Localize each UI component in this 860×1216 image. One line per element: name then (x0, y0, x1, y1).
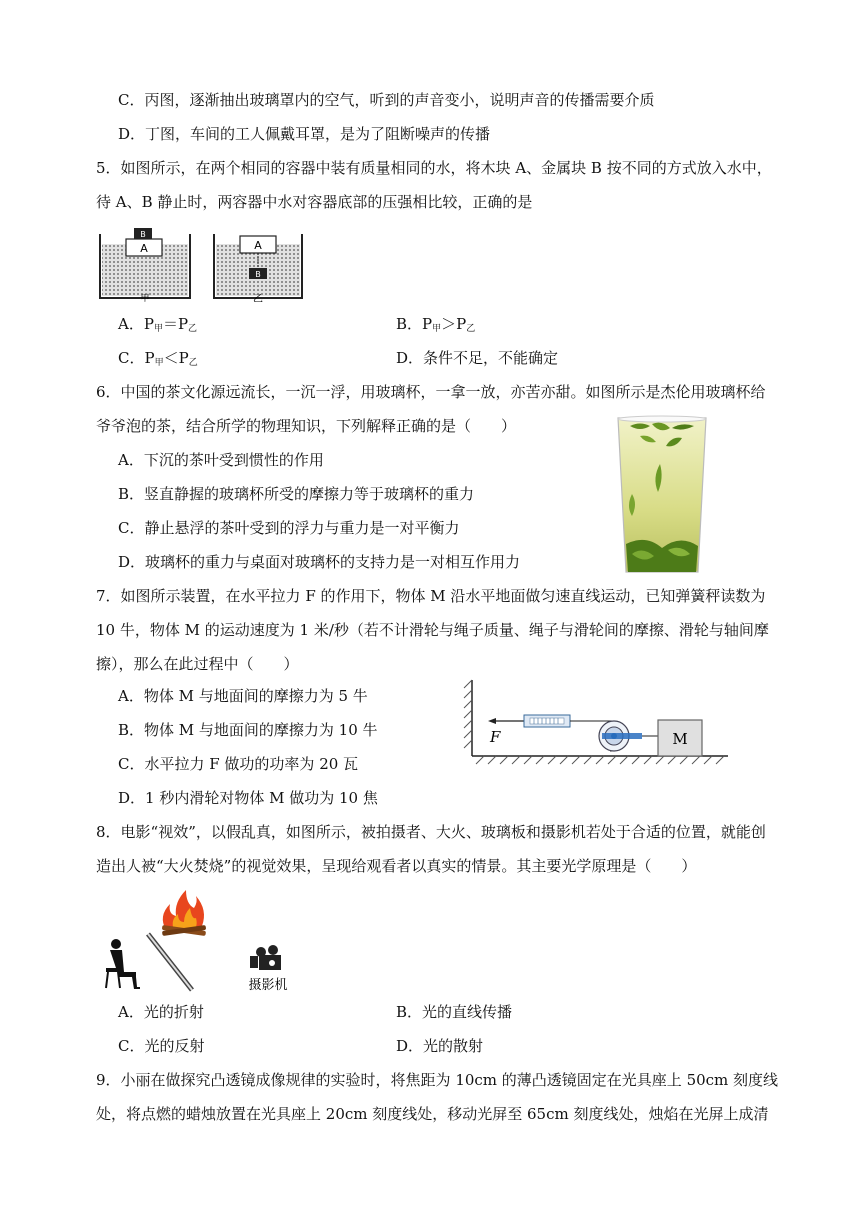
movie-camera-icon (250, 945, 281, 970)
q8-stem-line2: 造出人被“大火焚烧”的视觉效果，呈现给观看者以真实的情景。其主要光学原理是（ ） (96, 857, 697, 875)
q7-option-b: B．物体 M 与地面间的摩擦力为 10 牛 (118, 721, 378, 739)
q8-option-d: D．光的散射 (396, 1037, 484, 1055)
q4-option-d: D．丁图，车间的工人佩戴耳罩，是为了阻断噪声的传播 (118, 125, 491, 143)
block-b-yi-label: B (255, 270, 261, 279)
q5-option-b: B．$P_甲>P_乙$ (396, 315, 476, 334)
q5-option-a: A．$P_甲=P_乙$ (118, 315, 198, 334)
q8-option-a: A．光的折射 (118, 1003, 204, 1021)
block-a-jia-label: A (140, 242, 148, 255)
film-effect-figure (96, 886, 306, 996)
q8-option-c: C．光的反射 (118, 1037, 205, 1055)
q8-option-b: B．光的直线传播 (396, 1003, 513, 1021)
q7-option-c: C．水平拉力 F 做功的功率为 20 瓦 (118, 755, 359, 773)
container-yi (214, 234, 302, 298)
camera-label: 摄影机 (248, 978, 288, 993)
ground-hatch (476, 756, 724, 764)
q7-stem-line1: 7．如图所示装置，在水平拉力 F 的作用下，物体 M 沿水平地面做匀速直线运动，已知弹簧秤读数为 (96, 587, 766, 605)
q6-stem-line1: 6．中国的茶文化源远流长，一沉一浮，用玻璃杯，一拿一放，亦苦亦甜。如图所示是杰伦用玻璃杯给 (96, 383, 766, 401)
seated-person-icon (106, 939, 140, 989)
q5-stem-line2: 待 A、B 静止时，两容器中水对容器底部的压强相比较，正确的是 (96, 193, 533, 211)
q5-stem-line1: 5．如图所示，在两个相同的容器中装有质量相同的水，将木块 A、金属块 B 按不同的方式放入水中， (96, 159, 772, 177)
q7-stem-line2: 10 牛，物体 M 的运动速度为 1 米/秒（若不计滑轮与绳子质量、绳子与滑轮间的摩擦、滑轮与轴间摩 (96, 621, 769, 639)
fire-icon (162, 890, 206, 936)
q8-stem-line1: 8．电影“视效”，以假乱真，如图所示，被拍摄者、大火、玻璃板和摄影机若处于合适的位置，就能创 (96, 823, 766, 841)
q5-option-c: C．$P_甲<P_乙$ (118, 349, 198, 368)
block-b-jia-label: B (140, 230, 146, 239)
tea-glass-image (612, 414, 712, 578)
q6-option-d: D．玻璃杯的重力与桌面对玻璃杯的支持力是一对相互作用力 (118, 553, 521, 571)
q4-option-c: C．丙图，逐渐抽出玻璃罩内的空气，听到的声音变小，说明声音的传播需要介质 (118, 91, 655, 109)
pulley (599, 721, 642, 751)
q7-option-d: D．1 秒内滑轮对物体 M 做功为 10 焦 (118, 789, 378, 807)
q9-stem-line1: 9．小丽在做探究凸透镜成像规律的实验时，将焦距为 10cm 的薄凸透镜固定在光具座上 50cm 刻度线 (96, 1071, 779, 1089)
container-jia (100, 228, 190, 298)
q5-option-d: D．条件不足，不能确定 (396, 349, 559, 367)
block-m-label: M (672, 730, 688, 748)
q6-option-c: C．静止悬浮的茶叶受到的浮力与重力是一对平衡力 (118, 519, 460, 537)
q6-option-b: B．竖直静握的玻璃杯所受的摩擦力等于玻璃杯的重力 (118, 485, 475, 503)
q6-stem-line2: 爷爷泡的茶，结合所学的物理知识，下列解释正确的是（ ） (96, 417, 517, 435)
q5-containers-figure (96, 224, 306, 302)
block-a-yi-label: A (254, 239, 262, 252)
label-jia: 甲 (140, 294, 150, 302)
q7-stem-line3: 擦），那么在此过程中（ ） (96, 655, 299, 673)
q6-option-a: A．下沉的茶叶受到惯性的作用 (118, 451, 324, 469)
q9-stem-line2: 处，将点燃的蜡烛放置在光具座上 20cm 刻度线处，移动光屏至 65cm 刻度线处，烛焰在光屏上成清 (96, 1105, 769, 1123)
pulley-system-figure (462, 678, 732, 770)
label-yi: 乙 (253, 294, 263, 302)
force-label: F (490, 728, 501, 746)
q7-option-a: A．物体 M 与地面间的摩擦力为 5 牛 (118, 687, 368, 705)
